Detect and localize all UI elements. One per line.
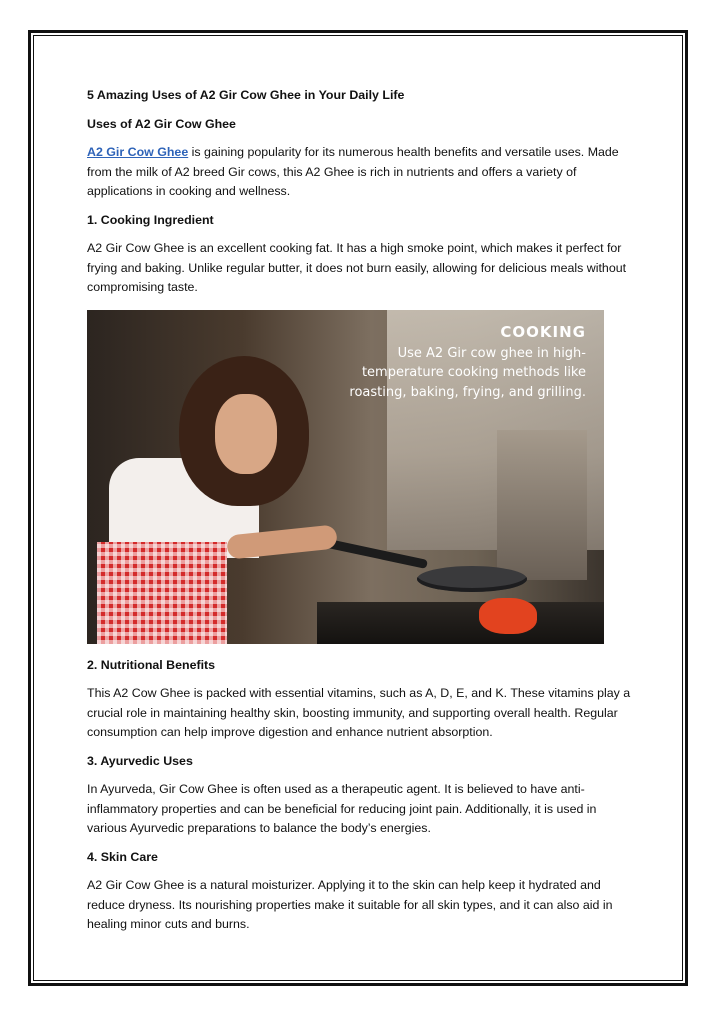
section-body-skin-care: A2 Gir Cow Ghee is a natural moisturizer. Applying it to the skin can help keep it hydrated and reduce dryness. Its nourishing properties make it suitable for all skin types, and it can also aid in healing minor cuts and burns.: [87, 878, 613, 931]
intro-text: is gaining popularity for its numerous health benefits and versatile uses. Made from the milk of A2 breed Gir cows, this A2 Ghee is rich in nutrients and offers a variety of applications in cooking and wellness.: [87, 145, 619, 198]
image-caption-title: COOKING: [500, 322, 586, 341]
image-caption: [316, 322, 586, 403]
section-heading-cooking: 1. Cooking Ingredient: [87, 212, 214, 227]
document-title: 5 Amazing Uses of A2 Gir Cow Ghee in Your Daily Life: [87, 88, 405, 102]
document-body: [87, 86, 635, 935]
checkered-apron: [97, 542, 227, 644]
section-body-cooking: A2 Gir Cow Ghee is an excellent cooking fat. It has a high smoke point, which makes it perfect for frying and baking. Unlike regular butter, it does not burn easily, allowing for delicious meals without compromising taste.: [87, 241, 627, 294]
section-body-nutrition: This A2 Cow Ghee is packed with essential vitamins, such as A, D, E, and K. These vitamins play a crucial role in maintaining healthy skin, boosting immunity, and supporting overall health. Regular consumption can help improve digestion and enhance nutrient absorption.: [87, 686, 631, 739]
document-subtitle: Uses of A2 Gir Cow Ghee: [87, 116, 236, 131]
ghee-product-link[interactable]: A2 Gir Cow Ghee: [87, 145, 189, 159]
section-body-ayurveda: In Ayurveda, Gir Cow Ghee is often used as a therapeutic agent. It is believed to have anti-inflammatory properties and can be beneficial for reducing joint pain. Additionally, it is used in various Ayurvedic preparations to balance the body’s energies.: [87, 782, 597, 835]
intro-paragraph: [87, 143, 635, 202]
section-heading-skin-care: 4. Skin Care: [87, 849, 158, 864]
cooking-image: [87, 310, 604, 644]
frying-pan: [417, 566, 527, 592]
section-heading-nutrition: 2. Nutritional Benefits: [87, 657, 216, 672]
image-caption-text: Use A2 Gir cow ghee in high-temperature cooking methods like roasting, baking, frying, and grilling.: [349, 345, 586, 400]
section-heading-ayurveda: 3. Ayurvedic Uses: [87, 753, 193, 768]
